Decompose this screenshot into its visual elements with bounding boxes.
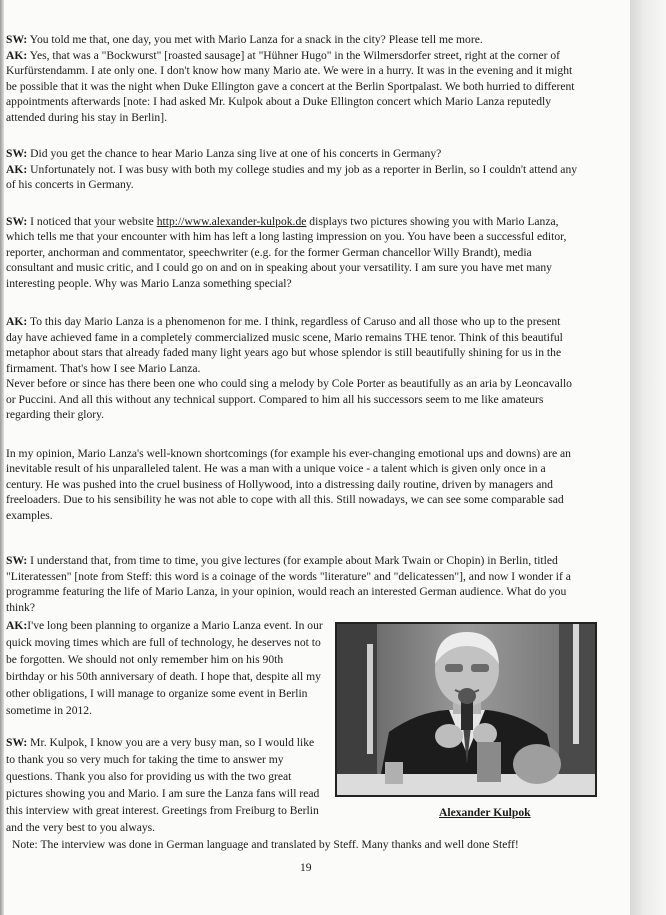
paragraph-ak-shortcomings	[6, 446, 578, 524]
speaker-label: SW:	[6, 736, 28, 749]
paragraph-text: To this day Mario Lanza is a phenomenon for me. I think, regardless of Caruso and all those who up to the present day have achieved fame in a completely commercialized music scene, Mario remains THE tenor. Think of this beautiful metaphor about stars that already faded many light years ago but whose splendor is still beautifully shining for us in the firmament. That's how I see Mario Lanza.	[6, 315, 563, 375]
interview-text-upper	[6, 32, 578, 523]
paragraph-ak-event	[6, 617, 324, 719]
paragraph-text: I noticed that your website	[27, 214, 157, 228]
paragraph-text: Mr. Kulpok, I know you are a very busy man, so I would like to thank you so very much for taking the time to answer my questions. Thank you also for providing us with the two great pictures showing you and Mario. I am sure the Lanza fans will read this interview with great interest. Greetings from Freiburg to Berlin and the very best to you always.	[6, 736, 320, 834]
paragraph-ak-phenomenon	[6, 314, 578, 376]
translation-note: Note: The interview was done in German language and translated by Steff. Many thanks and well done Steff!	[12, 838, 519, 851]
speaker-label: AK:	[6, 162, 28, 176]
paragraph-sw-live	[6, 146, 578, 162]
portrait-photo-image	[337, 624, 595, 795]
paragraph-text: Did you get the chance to hear Mario Lanza sing live at one of his concerts in Germany?	[27, 147, 442, 160]
paragraph-sw-website	[6, 214, 578, 292]
speaker-label: SW:	[6, 554, 28, 567]
interview-text-lower	[6, 553, 591, 615]
paragraph-sw-thanks	[6, 734, 324, 836]
page-number: 19	[300, 861, 312, 874]
paragraph-text: You told me that, one day, you met with Mario Lanza for a snack in the city? Please tell me more.	[27, 33, 483, 46]
speaker-label: AK:	[6, 619, 28, 632]
paragraph-text: I understand that, from time to time, you give lectures (for example about Mark Twain or Chopin) in Berlin, titled "Literatessen" [note from Steff: this word is a coinage of the words "literature" and "delicatessen"], and now I wonder if a programme featuring the life of Mario Lanza, in your opinion, would reach an interested German audience. What do you think?	[6, 554, 571, 614]
speaker-label: SW:	[6, 33, 28, 46]
website-link[interactable]: http://www.alexander-kulpok.de	[156, 214, 307, 228]
paragraph-text: Unfortunately not. I was busy with both my college studies and my job as a reporter in Berlin, so I couldn't attend any of his concerts in Germany.	[6, 162, 578, 191]
speaker-label: AK:	[6, 48, 28, 62]
page-binding-edge	[0, 0, 4, 915]
paragraph-text: I've long been planning to organize a Mario Lanza event. In our quick moving times which are full of technology, he deserves not to be forgotten. We should not only remember him on his 90th birthday or his 50th anniversary of death. I hope that, despite all my other obligations, I will manage to organize some event in Berlin sometime in 2012.	[6, 619, 323, 717]
paragraph-ak-unfortunately	[6, 162, 578, 193]
photo-caption: Alexander Kulpok	[439, 806, 531, 819]
speaker-label: SW:	[6, 147, 28, 160]
paragraph-text: Yes, that was a "Bockwurst" [roasted sausage] at "Hühner Hugo" in the Wilmersdorfer street, right at the corner of Kurfürstendamm. I ate only one. I don't know how many Mario ate. We were in a hurry. It was in the evening and it might be possible that it was the night when Duke Ellington gave a concert at the Berlin Sportpalast. We both hurried to different appointments afterwards [note: I had asked Mr. Kulpok about a Duke Ellington concert which Mario Lanza reputedly attended during his stay in Berlin].	[6, 48, 575, 124]
paragraph-ak-bockwurst	[6, 48, 578, 126]
paragraph-text: Never before or since has there been one who could sing a melody by Cole Porter as beautifully as an aria by Leoncavallo or Puccini. And all this without any technical support. Compared to him all his successors seem to me like amateurs regarding their glory.	[6, 377, 572, 421]
paragraph-sw-snack	[6, 32, 578, 48]
paragraph-ak-cole-porter	[6, 376, 578, 423]
paragraph-sw-lectures	[6, 553, 591, 615]
portrait-photo	[335, 622, 597, 797]
speaker-label: AK:	[6, 315, 28, 328]
speaker-label: SW:	[6, 214, 28, 228]
paragraph-text: displays two pictures showing you with Mario Lanza, which tells me that your encounter with him has left a long lasting impression on you. You have been a successful editor, reporter, anchorman and commentator, speechwriter (e.g. for the former German chancellor Willy Brandt), media consultant and music critic, and I could go on and on in speaking about your versatility. I am sure you have met many interesting people. Why was Mario Lanza something special?	[6, 214, 567, 290]
page-edge-shadow	[630, 0, 666, 915]
paragraph-text: In my opinion, Mario Lanza's well-known shortcomings (for example his ever-changing emotional ups and downs) are an inevitable result of his unparalleled talent. He was a man with a unique voice - a talent which is given only once in a century. He was pushed into the cruel business of Hollywood, into a distressing daily routine, driven by managers and freeloaders. Due to his sensibility he was not able to cope with all this. Still nowadays, we can see some comparable sad examples.	[6, 446, 571, 522]
interview-text-column	[6, 617, 324, 836]
